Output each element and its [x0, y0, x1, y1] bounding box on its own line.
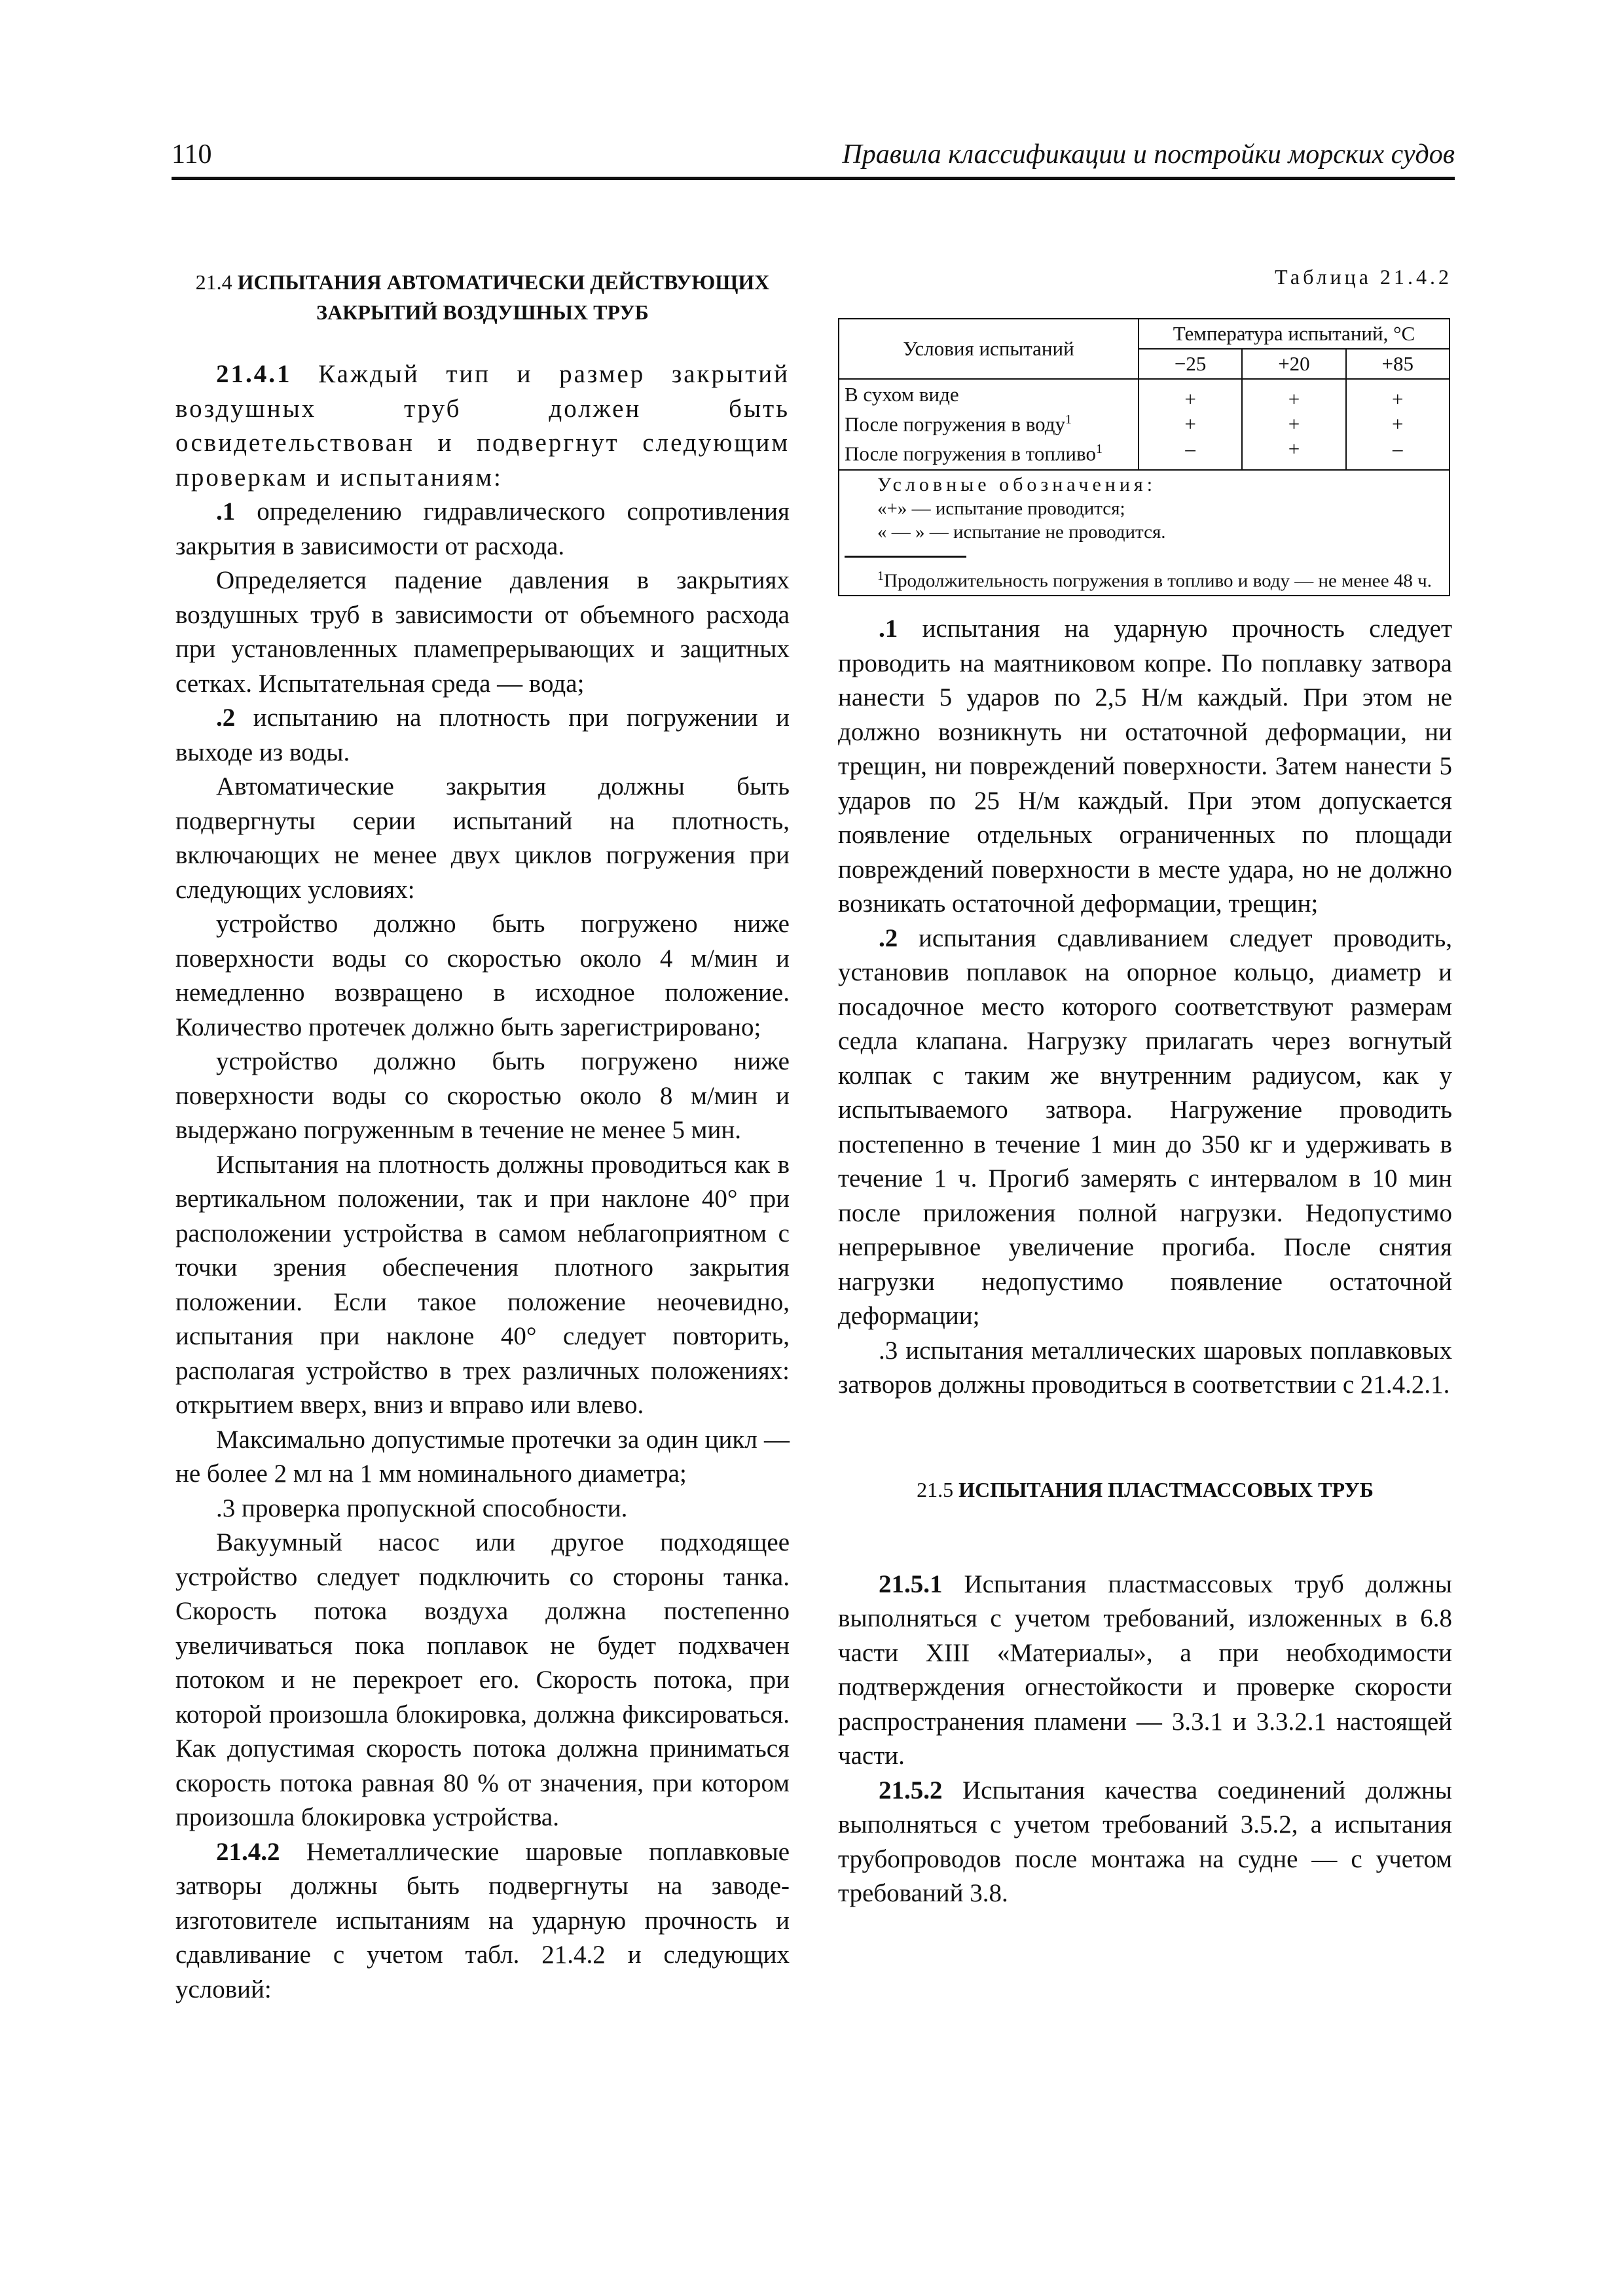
paragraph-text: Испытания пластмассовых труб должны выполняться с учетом требований, изложенных в 6.8 части XIII «Материалы», а при необходимости подтверждения огнестойкости и проверке скорости распространения пламени — 3.3.1 и 3.3.2.1 настоящей части.	[838, 1570, 1452, 1770]
table-cell: +	[1288, 437, 1300, 461]
paragraph: Определяется падение давления в закрытиях воздушных труб в зависимости от объемного расхода при установленных пламепрерывающих и защитных сетках. Испытательная среда — вода;	[175, 566, 790, 698]
table-cell: –	[1185, 437, 1195, 461]
clause-number: 21.4.2	[216, 1837, 280, 1866]
paragraph-21-4-1	[175, 357, 790, 495]
col-minus25	[1139, 379, 1242, 470]
page-number: 110	[172, 139, 212, 170]
item-number: .1	[879, 615, 898, 643]
left-column	[175, 262, 790, 2007]
paragraph-item-1	[838, 612, 1452, 922]
legend-title: Условные обозначения:	[877, 473, 1157, 495]
paragraph: Максимально допустимые протечки за один цикл — не более 2 мл на 1 мм номинального диаметра;	[175, 1425, 790, 1488]
paragraph-text: Испытания качества соединений должны выполняться с учетом требований 3.5.2, а испытания трубопроводов после монтажа на судне — с учетом требований 3.8.	[838, 1776, 1452, 1908]
table-cell: +	[1184, 412, 1196, 436]
section-number: 21.5	[917, 1477, 954, 1501]
table-cell: +	[1392, 387, 1404, 411]
page-header	[172, 139, 1455, 178]
table-caption: Таблица 21.4.2	[1275, 265, 1452, 289]
paragraph-text: испытания на ударную прочность следует проводить на маятниковом копре. По поплавку затвора нанести 5 ударов по 2,5 Н/м каждый. При этом не должно возникнуть ни остаточной деформации, ни трещин, ни повреждений поверхности. Затем нанести 5 ударов по 25 Н/м каждый. При этом допускается появление отдельных ограниченных по площади повреждений поверхности в месте удара, но не должно возникать остаточной деформации, трещин;	[838, 615, 1452, 918]
paragraph: Вакуумный насос или другое подходящее устройство следует подключить со стороны танка. Скорость потока воздуха должна постепенно увеличиваться пока поплавок не будет подхвачен потоком и не перекроет его. Скорость потока, при которой произошла блокировка, должна фиксироваться. Как допустимая скорость потока должна приниматься скорость потока равная 80 % от значения, при котором произошла блокировка устройства.	[175, 1528, 790, 1831]
paragraph-item-2	[175, 701, 790, 770]
temp-cell: +20	[1242, 349, 1345, 379]
paragraph-item-3: .3 проверка пропускной способности.	[216, 1494, 628, 1522]
paragraph-21-4-2	[175, 1835, 790, 2007]
table-cell: +	[1288, 387, 1300, 411]
paragraph-text: испытания сдавливанием следует проводить, установив поплавок на опорное кольцо, диаметр и посадочное место которого соответствуют размерам седла клапана. Нагрузку прилагать через вогнутый колпак с таким же внутренним радиусом, как у испытываемого затвора. Нагружение проводить постепенно в течение 1 мин до 350 кг и удерживать в течение 1 ч. Прогиб замерять с интервалом в 10 мин после приложения полной нагрузки. Недопустимо непрерывное увеличение прогиба. После снятия нагрузки недопустимо появление остаточной деформации;	[838, 924, 1452, 1331]
row-label: После погружения в воду$^1$	[845, 412, 1072, 436]
section-heading-21-5	[838, 1475, 1452, 1505]
section-heading-21-4	[175, 267, 790, 327]
legend-plus: «+» — испытание проводится;	[877, 497, 1125, 519]
row-label: В сухом виде	[845, 383, 959, 406]
clause-number: 21.5.2	[879, 1776, 943, 1804]
paragraph-21-5-1	[838, 1568, 1452, 1774]
paragraph-item-1	[175, 495, 790, 564]
clause-number: 21.4.1	[216, 360, 292, 388]
section-number: 21.4	[195, 270, 232, 294]
running-title: Правила классификации и постройки морских судов	[842, 139, 1455, 170]
header-conditions: Условия испытаний	[839, 319, 1139, 379]
paragraph: устройство должно быть погружено ниже поверхности воды со скоростью около 8 м/мин и выдержано погруженным в течение не менее 5 мин.	[175, 1047, 790, 1144]
table-cell: +	[1184, 387, 1196, 411]
col-plus20	[1242, 379, 1345, 470]
clause-number: 21.5.1	[879, 1570, 943, 1598]
paragraph: Автоматические закрытия должны быть подвергнуты серии испытаний на плотность, включающих не менее двух циклов погружения при следующих условиях:	[175, 772, 790, 904]
col-plus85	[1346, 379, 1450, 470]
item-number: .2	[216, 704, 236, 732]
paragraph-text: определению гидравлического сопротивления закрытия в зависимости от расхода.	[175, 497, 790, 560]
section-title: ИСПЫТАНИЯ ПЛАСТМАССОВЫХ ТРУБ	[958, 1477, 1374, 1501]
table-cell: +	[1288, 412, 1300, 436]
row-labels	[839, 379, 1139, 470]
table-legend	[839, 470, 1450, 596]
header-rule	[172, 177, 1455, 180]
footnote-separator	[845, 556, 966, 558]
paragraph: Испытания на плотность должны проводиться как в вертикальном положении, так и при наклоне 40° при расположении устройства в самом неблагоприятном с точки зрения обеспечения плотного закрытия положении. Если такое положение неочевидно, испытания при наклоне 40° следует повторить, располагая устройство в трех различных положениях: открытием вверх, вниз и вправо или влево.	[175, 1150, 790, 1419]
temp-cell: +85	[1346, 349, 1450, 379]
paragraph: устройство должно быть погружено ниже поверхности воды со скоростью около 4 м/мин и немедленно возвращено в исходное положение. Количество протечек должно быть зарегистрировано;	[175, 910, 790, 1041]
right-column	[838, 262, 1452, 1911]
table-footnote: $^1$Продолжительность погружения в топливо и воду — не менее 48 ч.	[877, 568, 1432, 592]
paragraph-21-5-2	[838, 1774, 1452, 1911]
table-cell: +	[1392, 412, 1404, 436]
row-label: После погружения в топливо$^1$	[845, 442, 1103, 465]
item-number: .2	[879, 924, 898, 952]
test-conditions-table	[838, 318, 1450, 596]
temp-cell: −25	[1139, 349, 1242, 379]
paragraph-text: Неметаллические шаровые поплавковые затворы должны быть подвергнуты на заводе-изготовителе испытаниям на ударную прочность и сдавливание с учетом табл. 21.4.2 и следующих условий:	[175, 1837, 790, 2003]
header-temperature: Температура испытаний, °C	[1139, 319, 1450, 349]
paragraph-item-2	[838, 922, 1452, 1334]
item-number: .1	[216, 497, 236, 526]
paragraph-item-3: .3 испытания металлических шаровых поплавковых затворов должны проводиться в соответствии с 21.4.2.1.	[838, 1336, 1452, 1399]
paragraph-text: испытанию на плотность при погружении и выходе из воды.	[175, 704, 790, 766]
paragraph-text: Каждый тип и размер закрытий воздушных труб должен быть освидетельствован и подвергнут следующим проверкам и испытаниям:	[175, 360, 790, 492]
legend-minus: « — » — испытание не проводится.	[877, 521, 1166, 543]
table-cell: –	[1393, 437, 1403, 461]
section-title: ИСПЫТАНИЯ АВТОМАТИЧЕСКИ ДЕЙСТВУЮЩИХ ЗАКРЫТИЙ ВОЗДУШНЫХ ТРУБ	[237, 270, 770, 324]
